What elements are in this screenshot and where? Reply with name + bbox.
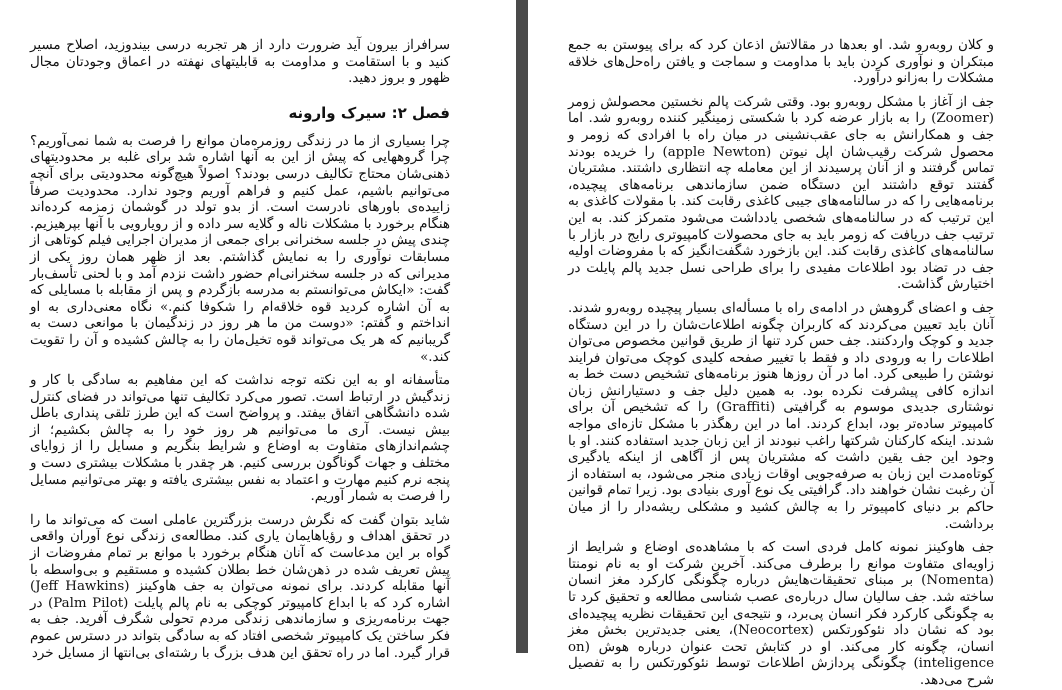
right-paragraph-1: و کلان روبه‌رو شد. او بعدها در مقالاتش اذعان کرد که برای پیوستن به جمع مبتکران و نوآوری کردن باید با مداومت و سماجت و یافتن راه‌حل‌های خلاقه مشکلات را به‌زانو درآورد.: [568, 38, 994, 87]
right-paragraph-4: جف هاوکینز نمونه کامل فردی است که با مشاهده‌ی اوضاع و شرایط از زاویه‌ای متفاوت موانع را برطرف می‌کند. آخرین شرکت او به نام نومنتا (Nomenta) بر مبنای تحقیقات‌هایش درباره چگونگی کارکرد مغز انسان ساخته شد. جف سالیان سال درباره‌ی عصب شناسی مطالعه و تحقیق کرد تا به چگونگی کارکرد فکر انسان پی‌برد، و نتیجه‌ی این تحقیقات نظریه پیچیده‌ای بود که نشان داد نئوکورتکس (Neocortex)، یعنی جدیدترین بخش مغز انسان، چگونه کار می‌کند. او در کتابش تحت عنوان درباره هوش (on inteligence) چگونگی پردازش اطلاعات توسط نئوکورتکس را به تفصیل شرح می‌دهد.: [568, 540, 994, 688]
left-page: [0, 0, 516, 661]
left-paragraph-1: چرا بسیاری از ما در زندگی روزمره‌مان موانع را فرصت به شما نمی‌آوریم؟ چرا گروههایی که پیش از این به آنها اشاره شد برای غلبه بر محدودیتهای ذهنی‌شان محتاج تکالیف درسی بودند؟ اصولاً هیچ‌گونه محدودیتی برای آنچه می‌توانیم باشیم، عمل کنیم و فراهم آوریم وجود ندارد. محدودیت صرفاً زاییده‌ی باورهای نادرست است. از بدو تولد در گوشمان زمزمه کرده‌اند هنگام برخورد با مشکلات ناله و گلایه سر داده و از رویارویی با آنها بپرهیزیم. چندی پیش در جلسه سخنرانی برای جمعی از مدیران اجرایی فیلم کوتاهی از مسابقات نوآوری را به نمایش گذاشتم. بعد از ظهر همان روز یکی از مدیرانی که در جلسه سخنرانی‌ام حضور داشت نزدم آمد و با لحنی تأسف‌بار گفت: «ایکاش می‌توانستم به مدرسه بازگردم و پس از مقابله با مسایلی که به آن اشاره کردید قوه خلاقه‌ام را شکوفا کنم.» نگاه معنی‌داری به او انداختم و گفتم: «دوست من ما هر روز در زندگیمان با موانعی دست به گریبانیم که هر یک می‌تواند قوه تخیل‌مان را به چالش کشیده و آن را تقویت کند.»: [30, 133, 450, 365]
right-page: [528, 0, 1062, 688]
right-paragraph-3: جف و اعضای گروهش در ادامه‌ی راه با مسأله‌ای بسیار پیچیده روبه‌رو شدند. آنان باید تعیین می‌کردند که کاربران چگونه اطلاعات‌شان را در این دستگاه جدید و کوچک واردکنند. جف حس کرد تنها از طریق قوانین مخصوص می‌توان اطلاعات را به ورودی داد و فقط با تغییر صفحه کلیدی کوچک می‌توان فرایند نوشتن را طبیعی کرد. اما در آن روزها هنوز برنامه‌های تشخیص دست خط به اندازه کافی پیشرفت نکرده بود. به همین دلیل جف و دستیارانش زبان نوشتاری جدیدی موسوم به گرافیتی (Graffiti) را که تشخیص آن برای کامپیوتر ساده‌تر بود، ابداع کردند. اما در این رهگذر با مشکل تازه‌ای مواجه شدند. اینکه کارکنان شرکتها راغب نبودند از این زبان جدید استفاده کنند. او با وجود این جف یقین داشت که مشتریان پس از آگاهی از اینکه یادگیری کوتاه‌مدت این زبان به صرفه‌جویی اوقات زیادی منجر می‌شود، به استفاده از آن رغبت نشان خواهند داد. گرافیتی یک نوع آوری بنیادی بود. زیرا تمام قوانین حاکم بر دنیای کامپیوتر را به چالش کشید و مشکلی ریشه‌دار را از میان برداشت.: [568, 300, 994, 532]
left-paragraph-2: متأسفانه او به این نکته توجه نداشت که این مفاهیم به سادگی با کار و زندگیش در ارتباط است. تصور می‌کرد تکالیف تنها می‌تواند در فضای کنترل شده دانشگاهی اتفاق بیفتد. و پرواضح است که این طرز تلقی پنداری باطل بیش نیست. آری ما می‌توانیم هر روز خود را به چالش بکشیم؛ از چشم‌اندازهای متفاوت به اوضاع و شرایط بنگریم و مسایل را از زوایای مختلف و جهات گوناگون بررسی کنیم. هر چقدر با مشکلات بیشتری دست و پنجه نرم کنیم مهارت و اعتماد به نفس بیشتری یافته و بهتر می‌توانیم مسایل را فرصت به شمار آوریم.: [30, 373, 450, 505]
book-gutter: [516, 0, 528, 653]
left-paragraph-3: شاید بتوان گفت که نگرش درست بزرگترین عاملی است که می‌تواند ما را در تحقق اهداف و رؤیاهایمان یاری کند. مطالعه‌ی زندگی نوع آوران واقعی گواه بر این مدعاست که آنان هنگام برخورد با موانع بر تمام مفروضات از پیش تعریف شده در ذهن‌شان خط بطلان کشیده و مستقیم و بی‌واسطه با آنها مقابله کردند. برای نمونه می‌توان به جف هاوکینز (Jeff Hawkins) اشاره کرد که با ابداع کامپیوتر کوچکی به نام پالم پایلت (Palm Pilot) در جهت برنامه‌ریزی و سازماندهی زندگی مردم تحولی شگرف آفرید. جف به فکر ساختن یک کامپیوتر شخصی افتاد که به سادگی بتواند در دسترس عموم قرار گیرد. اما در راه تحقق این هدف بزرگ با رشته‌ای بی‌انتها از مسایل خرد: [30, 512, 451, 661]
right-paragraph-2: جف از آغاز با مشکل روبه‌رو بود. وقتی شرکت پالم نخستین محصولش زومر (Zoomer) را به بازار عرضه کرد با شکستی زمینگیر کننده روبه‌رو شد. اما جف و همکارانش به جای عقب‌نشینی در میان راه با افرادی که زومر و محصول شرکت رقیب‌شان اپل نیوتن (apple Newton) را خریده بودند تماس گرفتند و از آنان پرسیدند از این معامله چه انتظاری داشتند. مشتریان گفتند توقع داشتند این دستگاه ضمن سازماندهی برنامه‌های پیچیده، برنامه‌هایی را که در سالنامه‌های جیبی کاغذی رقابت کند. با مقولات کاغذی به این ترتیب که در سالنامه‌های شخصی یادداشت می‌شود متمرکز کند. به این ترتیب جف دریافت که زومر باید به جای محصولات کامپیوتری رایج در بازار با سالنامه‌های کاغذی رقابت کند. این بازخورد شگفت‌انگیز که با مفروضات اولیه جف در تضاد بود اطلاعات مفیدی را برای طراحی نسل جدید پالم پایلت در اختیارش گذاشت.: [568, 94, 995, 293]
chapter-title: فصل ۲: سیرک وارونه: [288, 103, 450, 122]
left-intro-paragraph: سرافراز بیرون آید ضرورت دارد از هر تجربه درسی بیندوزید، اصلاح مسیر کنید و با استقامت و مداومت به قابلیتهای نهفته در اعماق وجودتان مجال ظهور و بروز دهید.: [30, 38, 450, 87]
